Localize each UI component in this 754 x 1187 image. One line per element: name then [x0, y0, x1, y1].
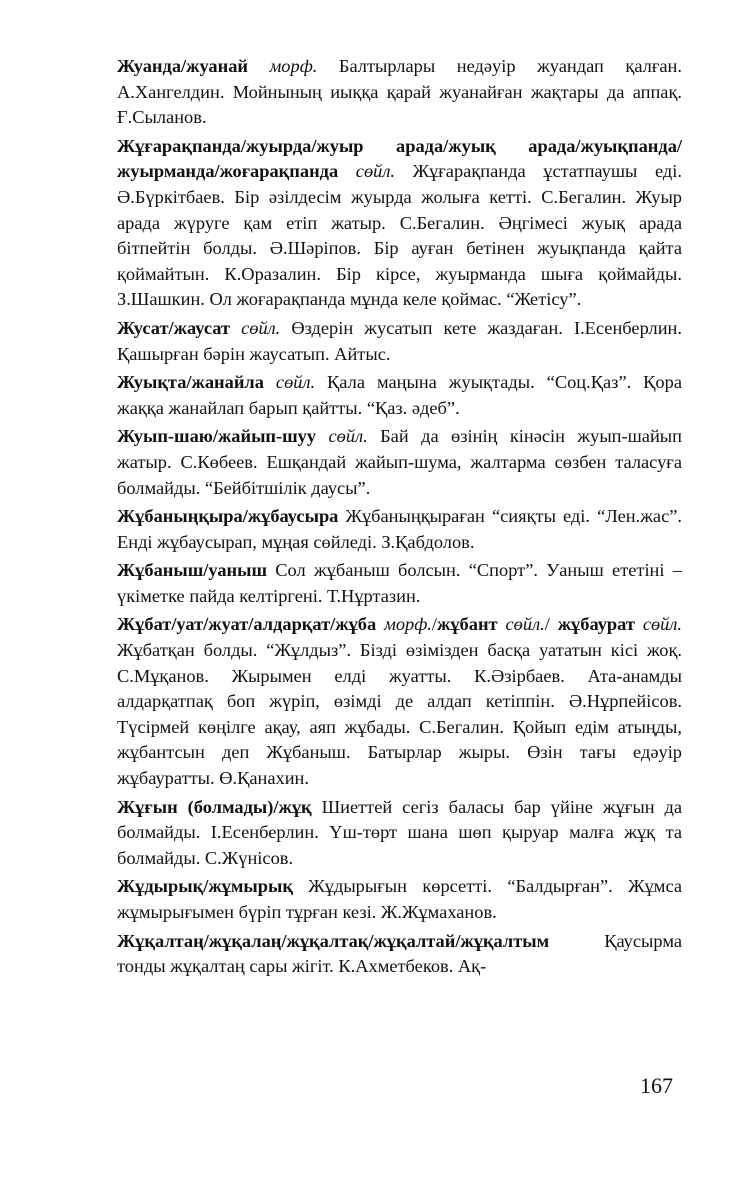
entry-zhuanda: [117, 54, 682, 131]
entry-zhukaltang: [117, 929, 682, 980]
entry-text: [635, 614, 643, 634]
entry-text: Қаусырма тонды жұқалтаң сары жігіт. К.Ахметбеков. Ақ-: [117, 930, 682, 977]
page-number: 167: [640, 1073, 673, 1098]
entry-text: Қала маңына жуықтады. “Соц.Қаз”. Қора жаққа жанайлап барып қайтты. “Қаз. әдеб”.: [117, 372, 682, 418]
entry-text: [230, 318, 241, 338]
entry-zhugyn: [117, 795, 682, 872]
headword: жұбант: [437, 614, 498, 635]
entry-text: Өздерін жусатып кете жаздаған. І.Есенберлин. Қашырған бәрін жаусатып. Айтыс.: [117, 317, 682, 364]
entry-text: [498, 614, 506, 634]
entry-text: Сол жұбаныш болсын. “Спорт”. Уаныш ететіні – үкіметке пайда келтіргені. Т.Нұртазин.: [117, 560, 682, 606]
entry-text: Шиеттей сегіз баласы бар үйіне жұғын да болмайды. І.Есенберлин. Үш-төрт шана шөп қыруар малға жұқ та болмайды. С.Жүнісов.: [117, 796, 683, 868]
usage-label: сөйл.: [275, 372, 316, 393]
headword: Жусат/жаусат: [117, 317, 231, 338]
headword: Жұбаныш/уаныш: [117, 560, 267, 581]
headword: Жұғын (болмады)/жұқ: [117, 796, 312, 817]
usage-label: сөйл.: [505, 614, 545, 635]
entry-text: /: [431, 614, 438, 635]
usage-label: сөйл.: [642, 614, 682, 635]
entry-zhusat: [117, 316, 682, 367]
entry-zhuykta: [117, 370, 682, 421]
headword: жұбаурат: [557, 614, 635, 635]
entry-text: Жұдырығын көрсетті. “Балдырған”. Жұмса жұмырығымен бүріп тұрған кезі. Ж.Жұмаханов.: [117, 876, 682, 922]
headword: Жұбат/уат/жуат/алдарқат/жұба: [117, 614, 377, 635]
entry-text: [376, 614, 384, 634]
usage-label: сөйл.: [355, 161, 395, 182]
entry-zhubat: [117, 612, 682, 791]
dictionary-page: [117, 54, 682, 983]
entry-zhuyp-shayu: [117, 424, 682, 501]
usage-label: морф.: [269, 56, 318, 76]
entry-zhubanysh: [117, 558, 682, 609]
entry-zhubanyngkyra: [117, 504, 682, 555]
entry-zhugarakpanda: [117, 134, 682, 313]
entry-text: [248, 56, 270, 76]
entry-text: [316, 426, 328, 446]
entry-text: /: [544, 614, 558, 635]
entry-text: Бай да өзінің кінәсін жуып-шайып жатыр. С.Көбеев. Ешқандай жайып-шума, жалтарма сөзбен таласуға болмайды. “Бейбітшілік даусы”.: [117, 426, 683, 498]
headword: Жуанда/жуанай: [117, 56, 249, 76]
entry-text: Балтырлары недәуір жуандап қалған. А.Хангелдин. Мойнының иыққа қарай жуанайған жақтары да аппақ. Ғ.Сыланов.: [117, 56, 682, 128]
headword: Жұбаныңқыра/жұбаусыра: [117, 506, 339, 527]
headword: Жуып-шаю/жайып-шуу: [117, 426, 317, 447]
entry-text: [338, 161, 356, 181]
headword: Жұқалтаң/жұқалаң/жұқалтақ/жұқалтай/жұқалтым: [117, 930, 550, 951]
headword: Жұғарақпанда/жуырда/жуыр арада/жуық арада/жуықпанда/ жуырманда/жоғарақпанда: [117, 135, 682, 182]
entry-text: [264, 372, 276, 392]
headword: Жұдырық/жұмырық: [117, 876, 293, 897]
entry-text: Жұбаныңқыраған “сияқты еді. “Лен.жас”. Енді жұбаусырап, мұңая сөйледі. З.Қабдолов.: [117, 506, 682, 552]
usage-label: морф.: [384, 614, 432, 635]
entry-text: Жұғарақпанда ұстатпаушы еді. Ә.Бүркітбаев. Бір әзілдесім жуырда жолыға кетті. С.Бегалин. Жуыр арада жүруге қам етіп жатыр. С.Бегалин. Әңгімесі жуық арада бітпейтін болды. Ә.Шәріпов. Бір ауған бетінен жуықпанда қайта қоймайтын. К.Оразалин. Бір кірсе, жуырманда шыға қоймайды. З.Шашкин. Ол жоғарақпанда мұнда келе қоймас. “Жетісу”.: [117, 161, 682, 310]
entry-zhudyryk: [117, 874, 682, 925]
headword: Жуықта/жанайла: [117, 372, 264, 393]
usage-label: сөйл.: [328, 426, 368, 447]
entry-text: Жұбатқан болды. “Жұлдыз”. Бізді өзімізден басқа уататын кісі жоқ. С.Мұқанов. Жырымен елді жуатты. К.Әзірбаев. Ата-анамды алдарқатпақ боп жүріп, өзімді де алдап кетіппін. Ә.Нұрпейісов. Түсірмей көңілге ақау, аяп жұбады. С.Бегалин. Қойып едім атыңды, жұбантсын деп Жұбаныш. Батырлар жыры. Өзін тағы едәуір жұбауратты. Ө.Қанахин.: [117, 640, 682, 789]
usage-label: сөйл.: [241, 317, 281, 338]
